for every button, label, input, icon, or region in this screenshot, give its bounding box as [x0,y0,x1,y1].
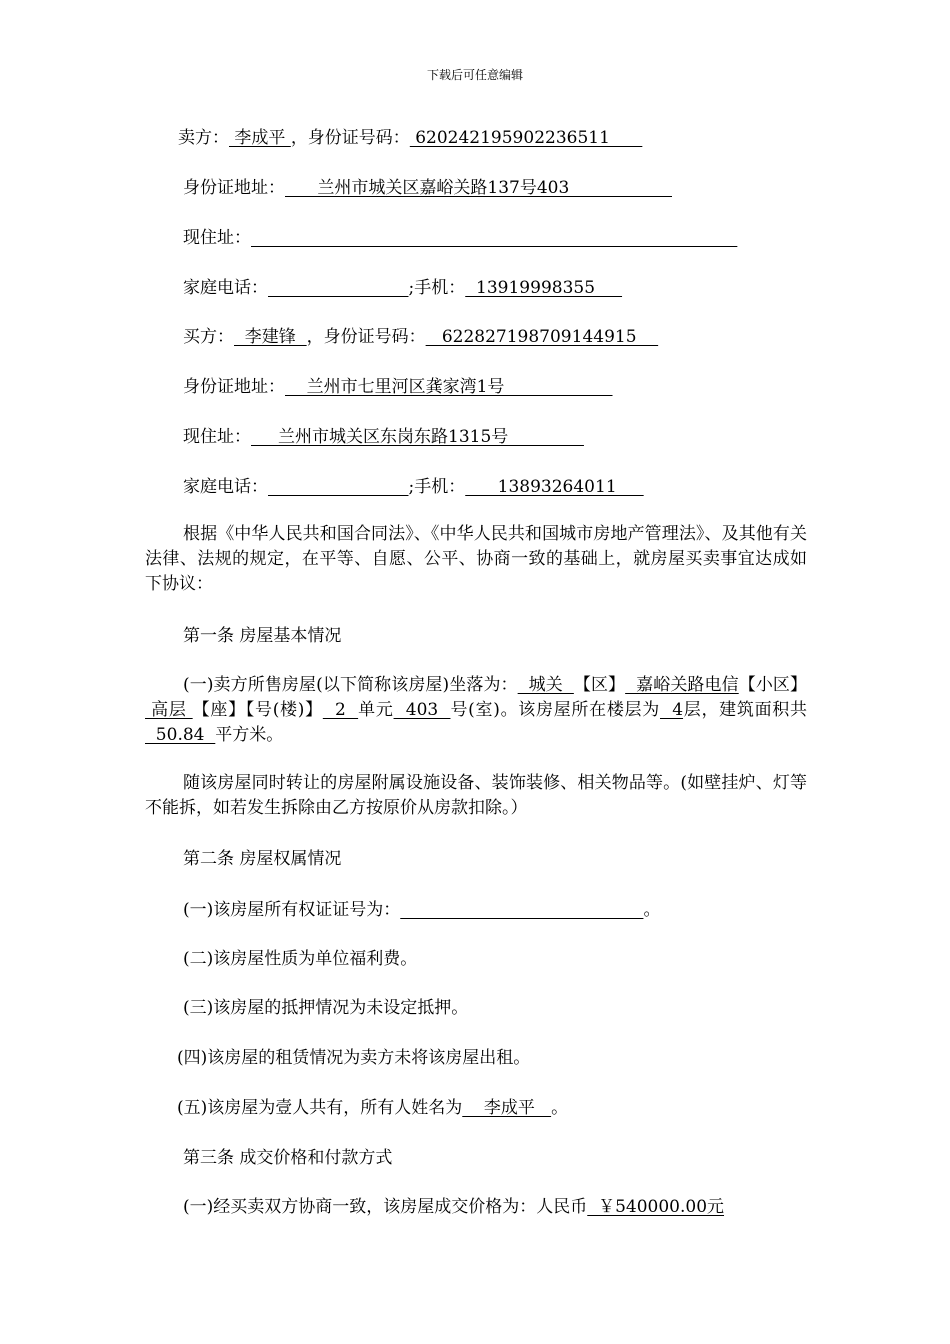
art1-text-e: 单元 [358,700,394,720]
buyer-mobile: 13893264011 [465,477,644,497]
seller-current-address [251,228,737,248]
buyer-current-address-line [183,426,584,448]
buyer-address-line [183,376,613,398]
article-1-item-2 [145,771,807,821]
seller-phone [268,278,409,298]
seller-current-address-label: 现住址： [183,228,251,248]
seller-phone-line [183,277,622,299]
seller-address-label: 身份证地址： [183,178,285,198]
road-value: 嘉峪关路电信 [625,675,739,695]
art1-text-d: 【座】【号(楼)】 [192,700,323,720]
area-value: 50.84 [145,725,216,745]
seller-id: 620242195902236511 [409,128,643,148]
buyer-name: 李建锋 [234,327,307,347]
art1-text-b: 【区】 [573,675,626,695]
buyer-label: 买方： [183,327,234,347]
buyer-address: 兰州市七里河区龚家湾1号 [285,377,613,397]
room-value: 403 [393,700,451,720]
seller-address-line [183,177,672,199]
art3-item1-text: (一)经买卖双方协商一致，该房屋成交价格为：人民币 [183,1197,588,1217]
seller-line [178,127,642,149]
article-1-title: 第一条 房屋基本情况 [183,626,342,646]
article-2-item-2: (二)该房屋性质为单位福利费。 [183,949,418,969]
block-value: 高层 [145,700,193,720]
buyer-phone [268,477,409,497]
buyer-current-address-label: 现住址： [183,427,251,447]
article-1-item-1 [145,673,807,748]
page-header: 下载后可任意编辑 [426,68,523,82]
seller-address: 兰州市城关区嘉峪关路137号403 [285,178,672,198]
seller-name: 李成平 [229,128,291,148]
article-2-item-1 [183,899,660,921]
article-3-title: 第三条 成交价格和付款方式 [183,1148,393,1168]
art1-text-c: 【小区】 [738,675,808,695]
art2-item5-text: (五)该房屋为壹人共有，所有人姓名为 [177,1098,463,1118]
price-value: ￥540000.00元 [587,1197,725,1217]
district-value: 城关 [517,675,574,695]
article-2-item-3: (三)该房屋的抵押情况为未设定抵押。 [183,998,469,1018]
seller-mobile: 13919998355 [465,278,623,298]
seller-mobile-label: ;手机： [408,278,466,298]
art2-item1-text: (一)该房屋所有权证证号为： [183,900,401,920]
buyer-address-label: 身份证地址： [183,377,285,397]
art1-text-f: 号(室)。该房屋所在楼层为 [450,700,660,720]
article-2-title: 第二条 房屋权属情况 [183,849,342,869]
seller-label: 卖方： [178,128,229,148]
buyer-mobile-label: ;手机： [408,477,466,497]
seller-id-label: ，身份证号码： [290,128,410,148]
buyer-phone-line [183,476,644,498]
preamble-text: 根据《中华人民共和国合同法》、《中华人民共和国城市房地产管理法》、及其他有关法律、法规的规定，在平等、自愿、公平、协商一致的基础上，就房屋买卖事宜达成如下协议： [145,524,807,594]
preamble-paragraph [145,522,807,597]
floor-value: 4 [659,700,684,720]
art2-item1-end: 。 [643,900,661,920]
seller-phone-label: 家庭电话： [183,278,268,298]
buyer-id-label: ，身份证号码： [306,327,426,347]
unit-value: 2 [322,700,359,720]
article-2-item-5 [177,1097,568,1119]
owner-name: 李成平 [462,1098,552,1118]
buyer-phone-label: 家庭电话： [183,477,268,497]
buyer-id: 622827198709144915 [425,327,659,347]
art2-item5-end: 。 [551,1098,569,1118]
buyer-current-address: 兰州市城关区东岗东路1315号 [251,427,584,447]
certificate-number-blank [400,900,643,920]
buyer-line [183,326,658,348]
art1-text-h: 平方米。 [215,725,284,745]
article-3-item-1 [183,1196,724,1218]
art1-text-g: 层，建筑面积共 [683,700,808,720]
seller-current-address-line [183,227,737,249]
article-2-item-4: (四)该房屋的租赁情况为卖方未将该房屋出租。 [177,1048,531,1068]
art1-text-a: (一)卖方所售房屋(以下简称该房屋)坐落为： [183,675,518,695]
art1-fixtures-text: 随该房屋同时转让的房屋附属设施设备、装饰装修、相关物品等。(如壁挂炉、灯等不能拆，如若发生拆除由乙方按原价从房款扣除。） [145,773,807,818]
